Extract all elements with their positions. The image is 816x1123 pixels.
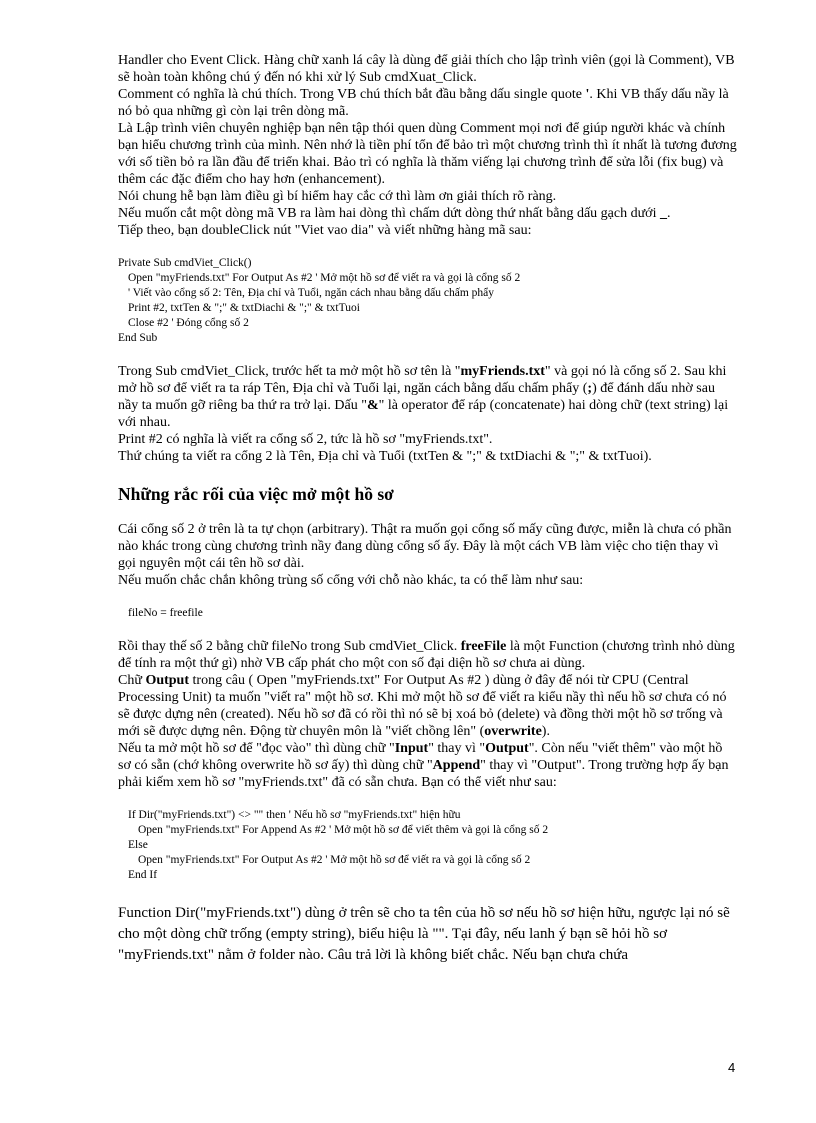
paragraph: Nếu ta mở một hồ sơ để "đọc vào" thì dùng chữ "Input" thay vì "Output". Còn nếu "viết thêm" vào một hồ sơ có sẵn (chớ không overwrite hồ sơ ấy) thì dùng chữ "Append" thay vì "Output". Trong trường hợp ấy bạn phải kiếm xem hồ sơ "myFriends.txt" đã có sẵn chưa. Bạn có thể viết như sau: bbox=[118, 741, 729, 790]
code-line: End Sub bbox=[118, 332, 158, 344]
code-line: Private Sub cmdViet_Click() bbox=[118, 257, 252, 269]
paragraph: Nếu muốn cắt một dòng mã VB ra làm hai dòng thì chấm dứt dòng thứ nhất bằng dấu gạch dưới _. bbox=[118, 206, 671, 221]
paragraph: Cái cổng số 2 ở trên là ta tự chọn (arbitrary). Thật ra muốn gọi cổng số mấy cũng được, miễn là chưa có phần nào khác trong cùng chương trình nầy đang dùng cổng số ấy. Đây là một cách VB làm việc cho tiện thay vì gọi nguyên một cái tên hồ sơ dài. bbox=[118, 522, 732, 571]
page-number: 4 bbox=[728, 1060, 736, 1075]
paragraph: Trong Sub cmdViet_Click, trước hết ta mở một hồ sơ tên là "myFriends.txt" và gọi nó là cổng số 2. Sau khi mở hồ sơ để viết ra ta ráp Tên, Địa chỉ và Tuổi lại, ngăn cách bằng dấu chấm phẩy (;) để đánh dấu nhờ sau nầy ta muốn gỡ riêng ba thứ ra trở lại. Dấu "&" là operator để ráp (concatenate) hai dòng chữ (text string) lại với nhau. bbox=[118, 364, 729, 430]
paragraph: Function Dir("myFriends.txt") dùng ở trên sẽ cho ta tên của hồ sơ nếu hồ sơ hiện hữu, ngược lại nó sẽ cho một dòng chữ trống (empty string), biểu hiệu là "". Tại đây, nếu lanh ý bạn sẽ hỏi hồ sơ "myFriends.txt" nằm ở folder nào. Câu trả lời là không biết chắc. Nếu bạn chưa chứa bbox=[118, 905, 730, 963]
paragraph: Chữ Output trong câu ( Open "myFriends.txt" For Output As #2 ) dùng ở đây để nói từ CPU (Central Processing Unit) ta muốn "viết ra" một hồ sơ. Khi mở một hồ sơ để viết ra kiểu nầy thì nếu hồ sơ chưa có nó sẽ được dựng nên (created). Nếu hồ sơ đã có rồi thì nó sẽ bị xoá bỏ (delete) và đồng thời một hồ sơ trống và mới sẽ được dựng nên. Động từ chuyên môn là "viết chồng lên" (overwrite). bbox=[118, 673, 727, 739]
paragraph: Nói chung hễ bạn làm điều gì bí hiểm hay cắc cớ thì làm ơn giải thích rõ ràng. bbox=[118, 189, 557, 204]
code-line: Else bbox=[128, 839, 148, 851]
paragraph: Rồi thay thế số 2 bằng chữ fileNo trong Sub cmdViet_Click. freeFile là một Function (chương trình nhỏ dùng để tính ra một thứ gì) nhờ VB cấp phát cho một con số đại diện hồ sơ chưa ai dùng. bbox=[118, 639, 735, 671]
code-line: Open "myFriends.txt" For Append As #2 ' Mở một hồ sơ để viết thêm và gọi là cổng số 2 bbox=[138, 824, 549, 836]
paragraph: Tiếp theo, bạn doubleClick nút "Viet vao dia" và viết những hàng mã sau: bbox=[118, 223, 532, 238]
code-line: fileNo = freefile bbox=[128, 607, 203, 619]
code-block bbox=[118, 256, 738, 346]
code-line: If Dir("myFriends.txt") <> "" then ' Nếu hồ sơ "myFriends.txt" hiện hữu bbox=[128, 809, 461, 821]
code-line: Close #2 ' Đóng cổng số 2 bbox=[128, 317, 249, 329]
paragraph: Comment có nghĩa là chú thích. Trong VB chú thích bắt đầu bằng dấu single quote '. Khi VB thấy dấu nầy là nó bỏ qua những gì còn lại trên dòng mã. bbox=[118, 87, 729, 119]
code-line: Open "myFriends.txt" For Output As #2 ' Mở một hồ sơ để viết ra và gọi là cổng số 2 bbox=[128, 272, 521, 284]
code-block bbox=[118, 808, 738, 883]
paragraph: Thứ chúng ta viết ra cổng 2 là Tên, Địa chỉ và Tuổi (txtTen & ";" & txtDiachi & ";" & txtTuoi). bbox=[118, 449, 652, 464]
paragraph: Là Lập trình viên chuyên nghiệp bạn nên tập thói quen dùng Comment mọi nơi để giúp người khác và chính bạn hiểu chương trình của mình. Nên nhớ là tiền phí tổn để bảo trì một chương trình thì ít nhất là tương đương với số tiền bỏ ra lần đầu để triển khai. Bảo trì có nghĩa là thăm viếng lại chương trình để sửa lỗi (fix bug) và thêm các đặc điểm cho hay hơn (enhancement). bbox=[118, 121, 737, 187]
section-heading: Những rắc rối của việc mở một hồ sơ bbox=[118, 484, 394, 504]
code-line: Open "myFriends.txt" For Output As #2 ' Mở một hồ sơ để viết ra và gọi là cổng số 2 bbox=[138, 854, 531, 866]
paragraph: Nếu muốn chắc chắn không trùng số cổng với chỗ nào khác, ta có thể làm như sau: bbox=[118, 573, 584, 588]
code-line: End If bbox=[128, 869, 158, 881]
paragraph: Handler cho Event Click. Hàng chữ xanh lá cây là dùng để giải thích cho lập trình viên (gọi là Comment), VB sẽ hoàn toàn không chú ý đến nó khi xử lý Sub cmdXuat_Click. bbox=[118, 53, 735, 85]
code-line: ' Viết vào cổng số 2: Tên, Địa chỉ và Tuổi, ngăn cách nhau bằng dấu chấm phẩy bbox=[128, 287, 495, 299]
document-page bbox=[118, 52, 738, 966]
code-block bbox=[118, 606, 738, 621]
code-line: Print #2, txtTen & ";" & txtDiachi & ";" & txtTuoi bbox=[128, 302, 360, 314]
paragraph: Print #2 có nghĩa là viết ra cổng số 2, tức là hồ sơ "myFriends.txt". bbox=[118, 432, 493, 447]
